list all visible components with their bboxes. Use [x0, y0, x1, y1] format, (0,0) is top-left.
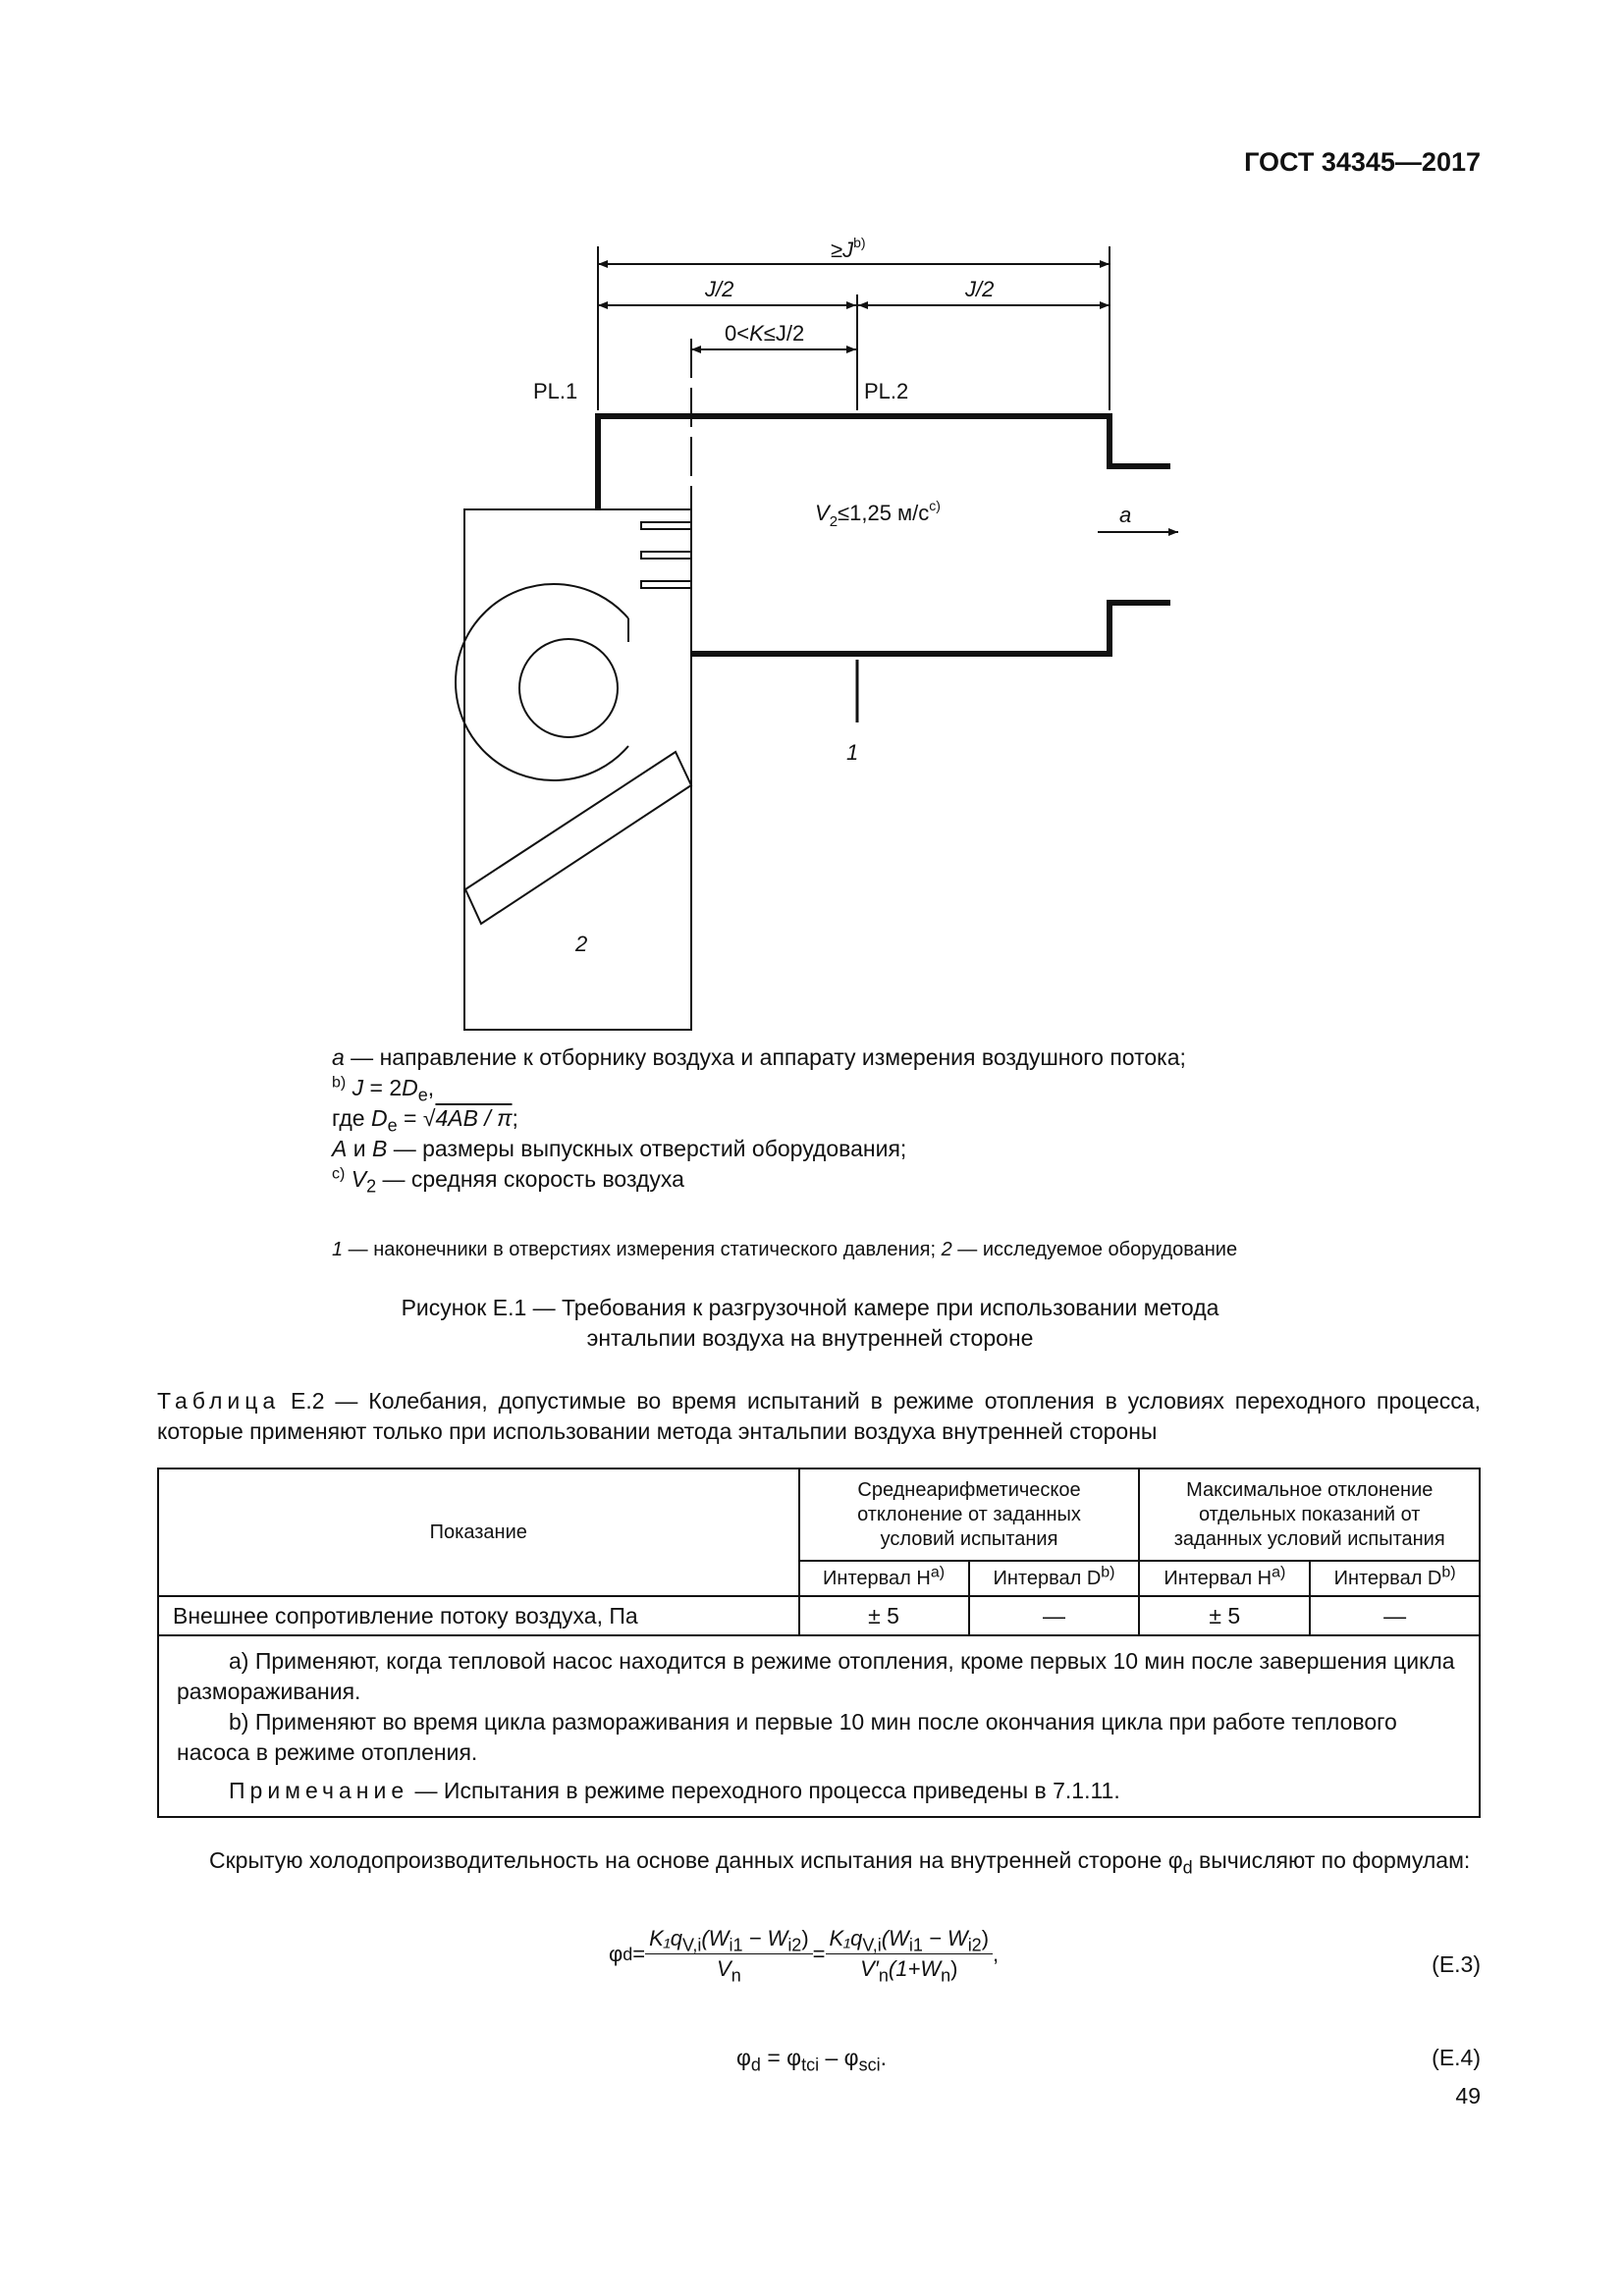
equation-e4-number: (Е.4)	[1432, 2045, 1481, 2070]
outlet-grille-2	[641, 552, 691, 559]
marker-2: 2	[575, 932, 588, 956]
chamber-bottom-wall	[691, 603, 1170, 654]
row-max-h: ± 5	[1139, 1596, 1310, 1635]
figure-legend	[332, 1042, 1186, 1195]
figure-caption	[295, 1293, 1326, 1354]
header-avg-interval-d: Интервал $D^{b)}$	[969, 1561, 1140, 1596]
standard-header: ГОСТ 34345—2017	[1244, 147, 1481, 177]
equation-e3: φ d = $\frac{K_1q_{V,i}(W_{i1} - W_{i2})}{V_n}$ = $\frac{K_1q_{V,i}(W_{i1} - W_{i2})}{V'_n(1+W_n)}$ ,	[609, 1926, 1000, 1986]
table-title: Таблица Е.2 — Колебания, допустимые во время испытаний в режиме отопления в условиях переходного процесса, которые применяют только при использовании метода энтальпии воздуха внутренней стороны	[157, 1388, 1481, 1444]
caption-line-1: Рисунок Е.1 — Требования к разгрузочной камере при использовании метода	[401, 1295, 1219, 1320]
outlet-grille-3	[641, 581, 691, 588]
equation-e3-number: (Е.3)	[1432, 1951, 1481, 1977]
row-max-d: —	[1310, 1596, 1480, 1635]
fan-wheel	[519, 639, 618, 737]
header-avg-interval-h: Интервал $H^{a)}$	[799, 1561, 969, 1596]
footnote-a: a) Применяют, когда тепловой насос находится в режиме отопления, кроме первых 10 мин после завершения цикла размораживания.	[177, 1648, 1455, 1704]
dim-j-label: $\ge J^{b)}$	[831, 235, 866, 262]
velocity-label: $V_2\le 1,25$ $м/с^{c)}$	[815, 498, 941, 530]
equation-e4: $\varphi_d = \varphi_{tci} - \varphi_{sci}$.	[736, 2045, 887, 2075]
plane-2-label: PL.2	[864, 379, 909, 403]
header-max-interval-h: Интервал $H^{a)}$	[1139, 1561, 1310, 1596]
figure-keys: 1 — наконечники в отверстиях измерения статического давления; 2 — исследуемое оборудование	[332, 1239, 1238, 1260]
figure-e1-diagram	[0, 0, 1624, 1041]
dim-k-label: 0<K≤J/2	[725, 321, 805, 346]
header-average-deviation: Среднеарифметическое отклонение от заданных условий испытания	[799, 1468, 1140, 1561]
header-max-interval-d: Интервал $D^{b)}$	[1310, 1561, 1480, 1596]
legend-c: $^{c)}$ $V_2$ — средняя скорость воздуха	[332, 1165, 684, 1197]
body-paragraph: Скрытую холодопроизводительность на основе данных испытания на внутренней стороне $\varphi_d$ вычисляют по формулам:	[209, 1847, 1471, 1878]
legend-a: a — направление к отборнику воздуха и аппарату измерения воздушного потока;	[332, 1044, 1186, 1070]
legend-ab: A и B — размеры выпускных отверстий оборудования;	[332, 1136, 907, 1161]
row-avg-h: ± 5	[799, 1596, 969, 1635]
row-avg-d: —	[969, 1596, 1140, 1635]
plane-1-label: PL.1	[533, 379, 578, 403]
caption-line-2: энтальпии воздуха на внутренней стороне	[586, 1325, 1034, 1351]
eq3-fraction-1: $\frac{K_1q_{V,i}(W_{i1} - W_{i2})}{V_n}$	[645, 1926, 813, 1982]
page-number: 49	[1455, 2083, 1481, 2109]
footnote-b: b) Применяют во время цикла размораживания и первые 10 мин после окончания цикла при работе теплового насоса в режиме отопления.	[177, 1709, 1397, 1765]
outlet-grille-1	[641, 522, 691, 529]
eq3-fraction-2: $\frac{K_1q_{V,i}(W_{i1} - W_{i2})}{V'_n(1+W_n)}$	[826, 1926, 994, 1982]
fan-scroll-housing	[456, 584, 628, 780]
legend-b: $^{b)}$ $J = 2D_e$,	[332, 1074, 435, 1105]
table-e2	[157, 1468, 1481, 1818]
table-row	[158, 1596, 1480, 1635]
dim-j2-right-label: J/2	[965, 277, 995, 301]
legend-where: где $D_e = √4AB / \pi$;	[332, 1105, 518, 1136]
table-footnotes	[158, 1635, 1480, 1817]
header-max-deviation: Максимальное отклонение отдельных показаний от заданных условий испытания	[1139, 1468, 1480, 1561]
row-label: Внешнее сопротивление потоку воздуха, Па	[158, 1596, 799, 1635]
dim-j2-left-label: J/2	[705, 277, 734, 301]
table-note: Примечание — Испытания в режиме переходного процесса приведены в 7.1.11.	[229, 1778, 1120, 1803]
direction-label: a	[1119, 503, 1132, 527]
header-indication: Показание	[158, 1468, 799, 1596]
marker-1: 1	[846, 740, 859, 765]
chamber-top-wall	[598, 416, 1170, 509]
